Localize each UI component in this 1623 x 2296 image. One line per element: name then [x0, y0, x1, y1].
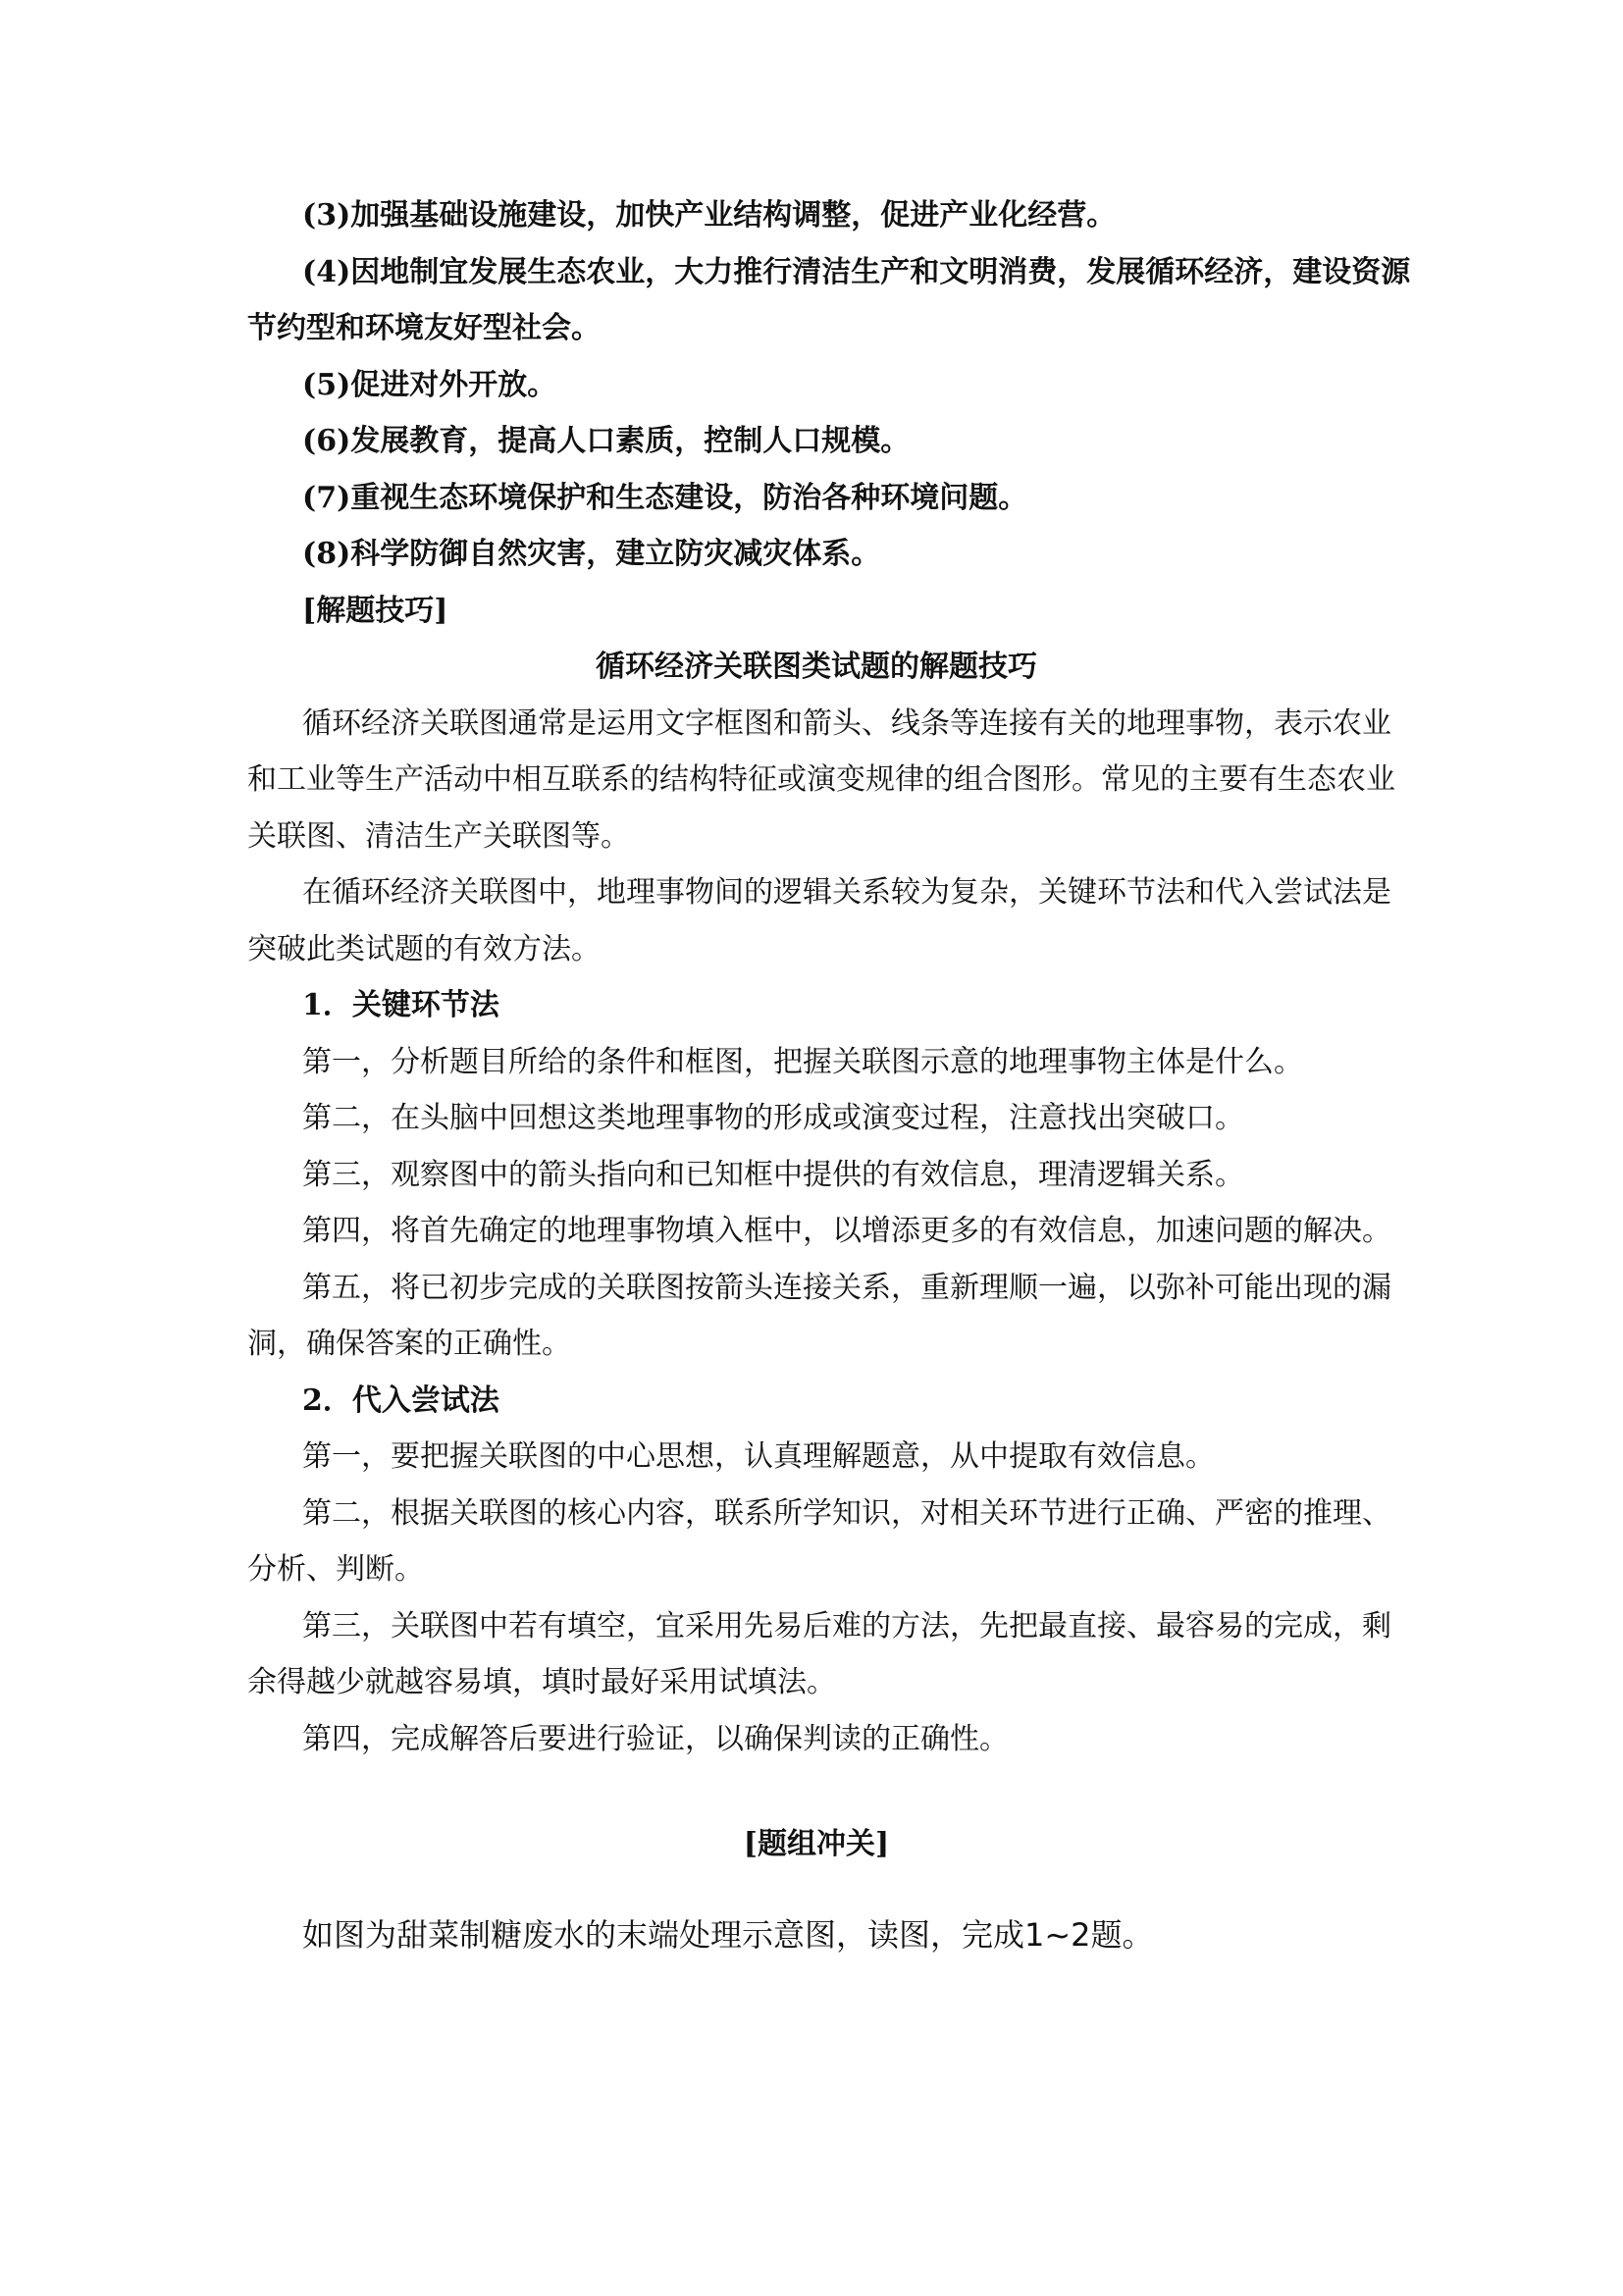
- method2-step2-line1: 第二，根据关联图的核心内容，联系所学知识，对相关环节进行正确、严密的推理、: [302, 1496, 1391, 1531]
- method1-step4: 第四，将首先确定的地理事物填入框中，以增添更多的有效信息，加速问题的解决。: [302, 1214, 1391, 1248]
- measure-6: (6)发展教育，提高人口素质，控制人口规模。: [302, 424, 911, 458]
- method1-step5-line2: 洞，确保答案的正确性。: [247, 1327, 571, 1361]
- method2-step1: 第一，要把握关联图的中心思想，认真理解题意，从中提取有效信息。: [302, 1439, 1215, 1474]
- tips-title: 循环经济关联图类试题的解题技巧: [596, 650, 1037, 684]
- method1-step3: 第三，观察图中的箭头指向和已知框中提供的有效信息，理清逻辑关系。: [302, 1158, 1244, 1192]
- method2-step2-line2: 分析、判断。: [247, 1552, 424, 1587]
- method1-step5-line1: 第五，将已初步完成的关联图按箭头连接关系，重新理顺一遍，以弥补可能出现的漏: [302, 1271, 1391, 1305]
- practice-heading: [题组冲关]: [743, 1827, 890, 1861]
- tips-heading: [解题技巧]: [302, 594, 448, 628]
- method1-title: 1．关键环节法: [302, 988, 499, 1022]
- practice-intro: 如图为甜菜制糖废水的末端处理示意图，读图，完成1~2题。: [302, 1916, 1154, 1954]
- tips-p2-line2: 突破此类试题的有效方法。: [247, 932, 601, 966]
- measure-5: (5)促进对外开放。: [302, 368, 557, 402]
- tips-p1-line1: 循环经济关联图通常是运用文字框图和箭头、线条等连接有关的地理事物，表示农业: [302, 706, 1391, 741]
- tips-p2-line1: 在循环经济关联图中，地理事物间的逻辑关系较为复杂，关键环节法和代入尝试法是: [302, 875, 1391, 910]
- tips-p1-line3: 关联图、清洁生产关联图等。: [247, 819, 630, 854]
- measure-3: (3)加强基础设施建设，加快产业结构调整，促进产业化经营。: [302, 198, 1117, 233]
- measure-4-line2: 节约型和环境友好型社会。: [247, 311, 601, 345]
- measure-4-line1: (4)因地制宜发展生态农业，大力推行清洁生产和文明消费，发展循环经济，建设资源: [302, 255, 1411, 289]
- method2-step3-line1: 第三，关联图中若有填空，宜采用先易后难的方法，先把最直接、最容易的完成，剩: [302, 1609, 1391, 1644]
- measure-7: (7)重视生态环境保护和生态建设，防治各种环境问题。: [302, 481, 1028, 515]
- method2-title: 2．代入尝试法: [302, 1383, 499, 1418]
- method1-step2: 第二，在头脑中回想这类地理事物的形成或演变过程，注意找出突破口。: [302, 1101, 1244, 1135]
- tips-p1-line2: 和工业等生产活动中相互联系的结构特征或演变规律的组合图形。常见的主要有生态农业: [247, 762, 1395, 797]
- method1-step1: 第一，分析题目所给的条件和框图，把握关联图示意的地理事物主体是什么。: [302, 1045, 1303, 1079]
- method2-step4: 第四，完成解答后要进行验证，以确保判读的正确性。: [302, 1722, 1009, 1756]
- method2-step3-line2: 余得越少就越容易填，填时最好采用试填法。: [247, 1665, 836, 1699]
- measure-8: (8)科学防御自然灾害，建立防灾减灾体系。: [302, 537, 881, 571]
